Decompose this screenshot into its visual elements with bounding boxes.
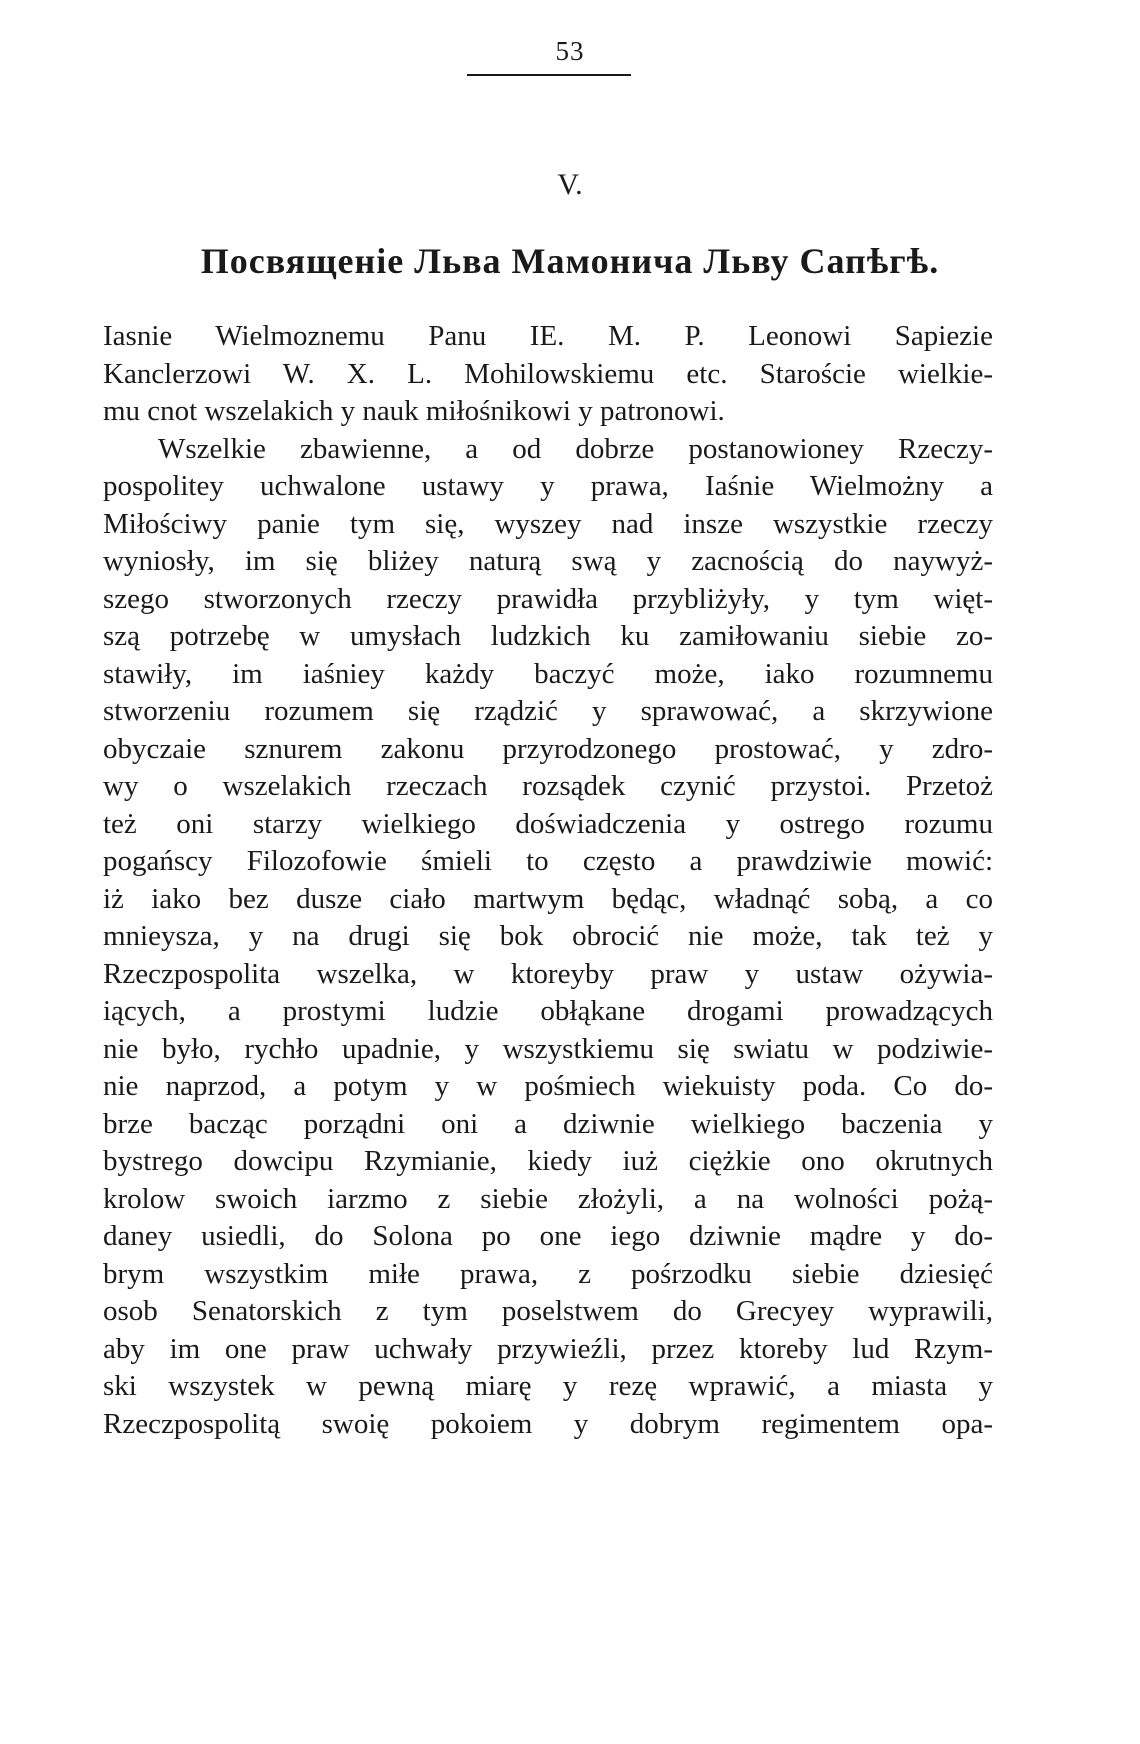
section-numeral: V.	[557, 168, 583, 201]
text-line: szego stworzonych rzeczy prawidła przybliżyły, y tym więt-	[103, 582, 993, 615]
text-line: Iasnie Wielmoznemu Panu IE. M. P. Leonowi Sapiezie	[103, 320, 993, 352]
text-line: Wszelkie zbawienne, a od dobrze postanowioney Rzeczy-	[158, 432, 993, 465]
text-line: wy o wszelakich rzeczach rozsądek czynić przystoi. Przetoż	[103, 770, 993, 802]
text-line: iących, a prostymi ludzie obłąkane drogami prowadzących	[103, 995, 993, 1027]
text-line: krolow swoich iarzmo z siebie złożyli, a na wolności pożą-	[103, 1182, 993, 1215]
text-line: daney usiedli, do Solona po one iego dziwnie mądre y do-	[103, 1220, 993, 1252]
text-line: Miłościwy panie tym się, wyszey nad insze wszystkie rzeczy	[103, 507, 993, 540]
text-line: brze bacząc porządni oni a dziwnie wielkiego baczenia y	[103, 1107, 993, 1140]
text-line: wyniosły, im się bliżey naturą swą y zacnością do naywyż-	[103, 545, 993, 577]
text-line: nie naprzod, a potym y w pośmiech wiekuisty poda. Co do-	[103, 1070, 993, 1102]
text-line: bystrego dowcipu Rzymianie, kiedy iuż ciężkie ono okrutnych	[103, 1145, 993, 1177]
text-line: Rzeczpospolita wszelka, w ktoreyby praw y ustaw ożywia-	[103, 957, 993, 990]
text-line: brym wszystkim miłe prawa, z pośrzodku siebie dziesięć	[103, 1257, 993, 1290]
section-title: Посвященiе Льва Мамонича Льву Сапѣгѣ.	[200, 241, 940, 281]
text-line: też oni starzy wielkiego doświadczenia y ostrego rozumu	[103, 807, 993, 840]
text-line: stworzeniu rozumem się rządzić y sprawować, a skrzywione	[103, 695, 993, 727]
body-text	[103, 318, 993, 1443]
page-number-rule	[467, 74, 631, 76]
text-line: nie było, rychło upadnie, y wszystkiemu się swiatu w podziwie-	[103, 1032, 993, 1065]
text-line: Kanclerzowi W. X. L. Mohilowskiemu etc. Staroście wielkie-	[103, 357, 993, 390]
text-line: pospolitey uchwalone ustawy y prawa, Iaśnie Wielmożny a	[103, 470, 993, 502]
text-line: aby im one praw uchwały przywieźli, przez ktoreby lud Rzym-	[103, 1332, 993, 1365]
text-line: mu cnot wszelakich y nauk miłośnikowi y patronowi.	[103, 395, 725, 427]
text-line: Rzeczpospolitą swoię pokoiem y dobrym regimentem opa-	[103, 1407, 993, 1440]
page-number: 53	[555, 36, 585, 66]
text-line: iż iako bez dusze ciało martwym będąc, władnąć sobą, a co	[103, 882, 993, 915]
text-line: pogańscy Filozofowie śmieli to często a prawdziwie mowić:	[103, 845, 993, 877]
text-line: szą potrzebę w umysłach ludzkich ku zamiłowaniu siebie zo-	[103, 620, 993, 652]
text-line: ski wszystek w pewną miarę y rezę wprawić, a miasta y	[103, 1370, 993, 1402]
text-line: mnieysza, y na drugi się bok obrocić nie może, tak też y	[103, 920, 993, 952]
text-line: osob Senatorskich z tym poselstwem do Grecyey wyprawili,	[103, 1295, 993, 1327]
text-line: obyczaie sznurem zakonu przyrodzonego prostować, y zdro-	[103, 732, 993, 765]
text-line: stawiły, im iaśniey każdy baczyć może, iako rozumnemu	[103, 657, 993, 690]
